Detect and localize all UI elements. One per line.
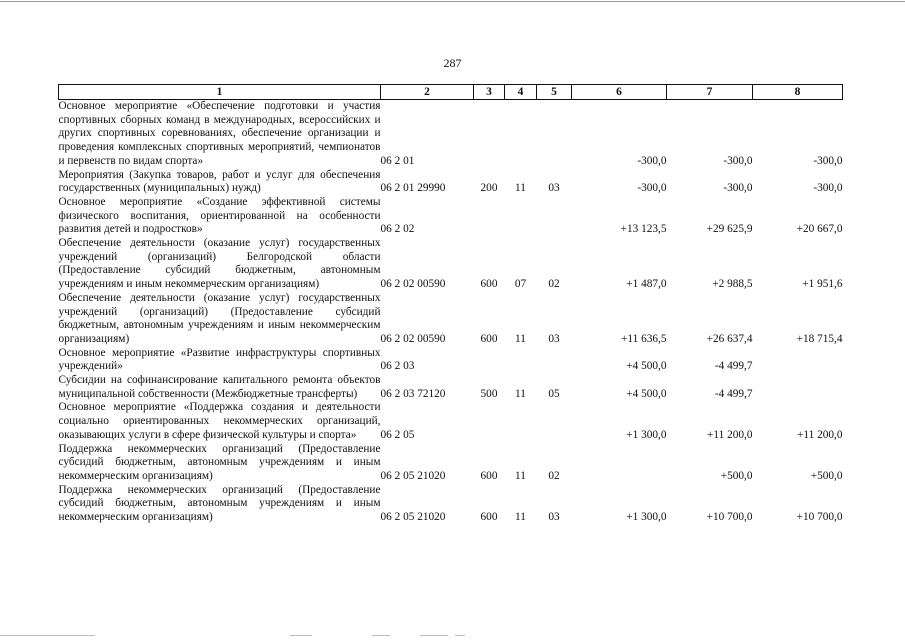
row-rz bbox=[505, 196, 537, 237]
row-pr bbox=[537, 100, 572, 169]
scan-bottom-edge bbox=[0, 630, 905, 640]
row-name: Обеспечение деятельности (оказание услуг) государственных учреждений (организаций) Белгородской области (Предоставление субсидий бюджетным, автономным учреждениям и иным некоммерческим организациям) bbox=[58, 237, 381, 291]
table-header-row bbox=[59, 85, 843, 100]
row-value-7: -300,0 bbox=[723, 182, 753, 195]
row-rz: 11 bbox=[515, 182, 526, 195]
row-name: Субсидии на софинансирование капитального ремонта объектов муниципальной собственности (Межбюджетные трансферты) bbox=[58, 374, 381, 400]
row-rz: 11 bbox=[515, 387, 526, 400]
row-rz bbox=[505, 401, 537, 442]
row-value-8: +18 715,4 bbox=[796, 332, 843, 345]
row-pr: 03 bbox=[548, 332, 560, 345]
row-rz: 11 bbox=[515, 332, 526, 345]
table-row bbox=[59, 374, 843, 401]
row-name: Основное мероприятие «Обеспечение подготовки и участия спортивных сборных команд в международных, всероссийских и других спортивных соревнованиях, обеспечение организации и проведения комплексных спортивных мероприятий, чемпионатов и первенств по видам спорта» bbox=[58, 100, 381, 167]
row-value-8: -300,0 bbox=[813, 154, 843, 167]
row-vr: 600 bbox=[480, 278, 498, 291]
col-header-1: 1 bbox=[59, 85, 381, 100]
row-value-6: +11 636,5 bbox=[621, 332, 667, 345]
row-vr bbox=[474, 401, 505, 442]
col-header-5: 5 bbox=[537, 85, 572, 100]
row-vr bbox=[474, 100, 505, 169]
page-number: 287 bbox=[443, 56, 462, 70]
row-pr bbox=[537, 347, 572, 374]
row-value-6: +4 500,0 bbox=[626, 387, 667, 400]
row-rz: 07 bbox=[514, 278, 527, 291]
row-value-8: +10 700,0 bbox=[796, 511, 843, 524]
row-pr: 02 bbox=[548, 469, 560, 482]
row-code: 06 2 03 bbox=[380, 360, 415, 373]
row-value-7: +29 625,9 bbox=[706, 223, 753, 236]
table-row bbox=[59, 401, 843, 442]
row-name: Основное мероприятие «Поддержка создания и деятельности социально ориентированных некоммерческих организаций, оказывающих услуги в сфере физической культуры и спорта» bbox=[58, 401, 381, 441]
budget-table bbox=[58, 84, 843, 525]
row-name: Поддержка некоммерческих организаций (Предоставление субсидий бюджетным, автономным учреждениям и иным некоммерческим организациям) bbox=[58, 483, 381, 524]
row-name: Обеспечение деятельности (оказание услуг) государственных учреждений (организаций) (Предоставление субсидий бюджетным, автономным учреждениям и иным некоммерческим организациям) bbox=[58, 291, 381, 345]
row-value-8 bbox=[753, 374, 843, 401]
row-rz: 11 bbox=[515, 469, 526, 482]
row-value-7: +26 637,4 bbox=[706, 332, 753, 345]
row-value-8: +500,0 bbox=[810, 469, 843, 482]
row-name: Основное мероприятие «Развитие инфраструктуры спортивных учреждений» bbox=[58, 346, 381, 373]
row-value-7: -4 499,7 bbox=[714, 387, 753, 400]
row-value-8 bbox=[753, 347, 843, 374]
col-header-2: 2 bbox=[381, 85, 474, 100]
row-vr: 600 bbox=[480, 469, 498, 482]
row-rz bbox=[505, 100, 537, 169]
row-rz: 11 bbox=[515, 511, 526, 524]
row-name: Поддержка некоммерческих организаций (Предоставление субсидий бюджетным, автономным учреждениям и иным некоммерческим организациям) bbox=[58, 442, 381, 482]
row-value-7: -4 499,7 bbox=[714, 360, 753, 373]
col-header-8: 8 bbox=[753, 85, 843, 100]
row-name: Основное мероприятие «Создание эффективной системы физического воспитания, ориентированной на особенности развития детей и подростков» bbox=[58, 195, 381, 236]
row-code: 06 2 02 bbox=[380, 223, 415, 236]
row-code: 06 2 02 00590 bbox=[380, 278, 446, 291]
row-code: 06 2 05 21020 bbox=[380, 511, 446, 524]
row-vr: 500 bbox=[480, 387, 498, 400]
row-value-7: +500,0 bbox=[720, 469, 753, 482]
table-row bbox=[59, 347, 843, 374]
row-value-8: +20 667,0 bbox=[796, 223, 843, 236]
row-vr: 600 bbox=[480, 511, 498, 524]
row-value-7: +2 988,5 bbox=[712, 278, 753, 291]
row-code: 06 2 03 72120 bbox=[380, 387, 446, 400]
row-pr bbox=[537, 401, 572, 442]
row-name: Мероприятия (Закупка товаров, работ и услуг для обеспечения государственных (муниципальных) нужд) bbox=[58, 168, 381, 195]
table-row bbox=[59, 292, 843, 347]
row-rz bbox=[505, 347, 537, 374]
table-row bbox=[59, 100, 843, 169]
row-value-6: +1 487,0 bbox=[626, 278, 667, 291]
row-value-7: +11 200,0 bbox=[707, 428, 753, 441]
row-vr: 600 bbox=[480, 332, 498, 345]
col-header-3: 3 bbox=[474, 85, 505, 100]
table-row bbox=[59, 196, 843, 237]
row-code: 06 2 05 bbox=[380, 428, 415, 441]
table-row bbox=[59, 237, 843, 292]
col-header-6: 6 bbox=[572, 85, 667, 100]
row-value-8: +1 951,6 bbox=[802, 278, 843, 291]
row-pr: 02 bbox=[548, 278, 560, 291]
scan-top-edge bbox=[0, 1, 905, 2]
row-value-6: +4 500,0 bbox=[626, 360, 667, 373]
row-value-6: -300,0 bbox=[637, 154, 667, 167]
row-value-7: -300,0 bbox=[723, 154, 753, 167]
row-pr: 03 bbox=[548, 511, 560, 524]
row-value-8: +11 200,0 bbox=[797, 428, 843, 441]
table-row bbox=[59, 169, 843, 196]
row-value-7: +10 700,0 bbox=[706, 511, 753, 524]
col-header-7: 7 bbox=[667, 85, 753, 100]
row-value-8: -300,0 bbox=[813, 182, 843, 195]
row-pr bbox=[537, 196, 572, 237]
row-pr: 03 bbox=[548, 182, 560, 195]
row-code: 06 2 05 21020 bbox=[380, 469, 446, 482]
table-row bbox=[59, 484, 843, 525]
row-pr: 05 bbox=[548, 387, 560, 400]
row-value-6 bbox=[572, 443, 667, 484]
row-value-6: -300,0 bbox=[637, 182, 667, 195]
row-vr bbox=[474, 347, 505, 374]
table-row bbox=[59, 443, 843, 484]
row-value-6: +13 123,5 bbox=[620, 223, 667, 236]
row-value-6: +1 300,0 bbox=[626, 511, 667, 524]
row-code: 06 2 01 bbox=[380, 154, 415, 167]
col-header-4: 4 bbox=[505, 85, 537, 100]
row-vr bbox=[474, 196, 505, 237]
row-vr: 200 bbox=[480, 182, 498, 195]
row-value-6: +1 300,0 bbox=[626, 428, 667, 441]
row-code: 06 2 02 00590 bbox=[380, 332, 446, 345]
row-code: 06 2 01 29990 bbox=[380, 182, 446, 195]
